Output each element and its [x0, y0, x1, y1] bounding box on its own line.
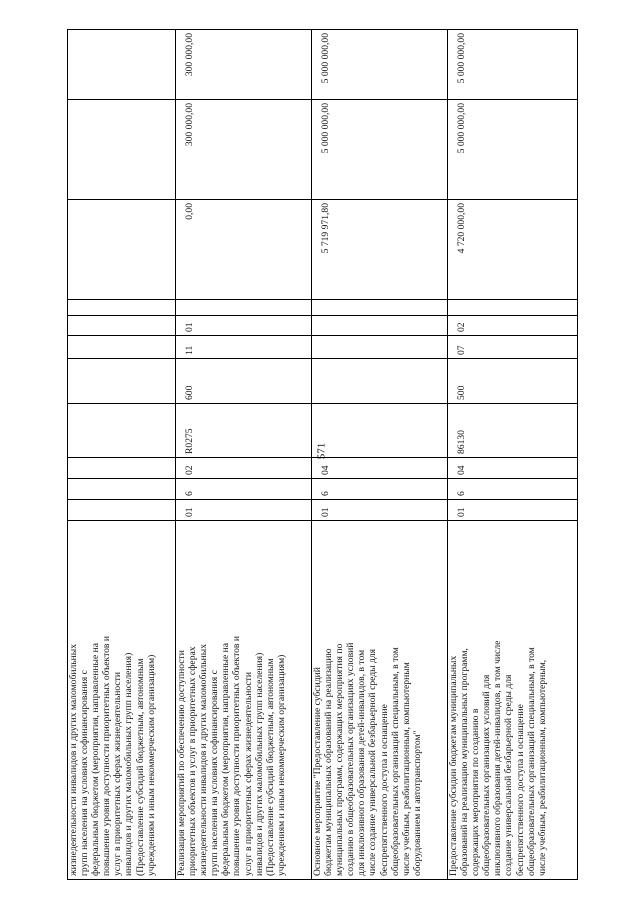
amount-cell — [68, 200, 176, 300]
code-cell — [68, 300, 176, 316]
code-cell — [312, 336, 448, 359]
code-cell — [448, 300, 578, 316]
code-cell: 07 — [448, 336, 578, 359]
table-row — [312, 30, 448, 880]
code-cell — [312, 300, 448, 316]
budget-table — [67, 29, 578, 880]
code-cell: 11 — [176, 336, 312, 359]
table-row — [176, 30, 312, 880]
amount-cell: 5 719 971,80 — [312, 200, 448, 300]
code-cell — [68, 316, 176, 336]
code-cell: 86130 — [448, 404, 578, 458]
row-name: Предоставление субсидии бюджетам муниципальных образований на реализацию муниципальных программ, содержащих мероприятия по созданию в общеобразовательных организациях условий для инклюзивного образования детей-инвалидов, в том числе создание универсальной безбарьерной среды для беспрепятственного доступа и оснащение общеобразовательных организаций специальным, в том числе учебным, реабилитационным, компьютерным, — [448, 521, 578, 880]
code-cell — [312, 316, 448, 336]
amount-cell: 4 720 000,00 — [448, 200, 578, 300]
code-cell: 6 — [176, 479, 312, 500]
code-cell: 04 — [312, 458, 448, 479]
code-cell — [68, 458, 176, 479]
amount-cell: 0,00 — [176, 200, 312, 300]
code-cell: 01 — [176, 316, 312, 336]
amount-cell — [68, 30, 176, 100]
code-cell — [68, 500, 176, 521]
code-cell: 04 — [448, 458, 578, 479]
code-cell: 01 — [312, 500, 448, 521]
amount-cell: 300 000,00 — [176, 100, 312, 200]
code-cell — [312, 404, 448, 458]
code-cell — [68, 359, 176, 404]
row-name: Реализация мероприятий по обеспечению доступности приоритетных объектов и услуг в приоритетных сферах жизнедеятельности инвалидов и других маломобильных групп населения на условиях софинансирования с федеральным бюджетом (мероприятия, направленные на повышение уровня доступности приоритетных объектов и услуг в приоритетных сферах жизнедеятельности инвалидов и других маломобильных групп населения) (Предоставление субсидий бюджетным, автономным учреждениям и иным некоммерческим организациям) — [176, 521, 312, 880]
budget-table-rotated — [67, 30, 577, 880]
row-name: жизнедеятельности инвалидов и других маломобильных групп населения на условиях софинансирования с федеральным бюджетом (мероприятия, направленные на повышение уровня доступности приоритетных объектов и услуг в приоритетных сферах жизнедеятельности инвалидов и других маломобильных групп населения) (Предоставление субсидий бюджетным, автономным учреждениям и иным некоммерческим организациям) — [68, 521, 176, 880]
code-cell: 02 — [448, 316, 578, 336]
amount-cell: 5 000 000,00 — [312, 100, 448, 200]
amount-cell: 5 000 000,00 — [448, 100, 578, 200]
table-row — [68, 30, 176, 880]
table-row — [448, 30, 578, 880]
code-cell — [68, 479, 176, 500]
page-number: 571 — [315, 442, 328, 460]
amount-cell — [68, 100, 176, 200]
amount-cell: 5 000 000,00 — [448, 30, 578, 100]
code-cell: 6 — [448, 479, 578, 500]
code-cell: 01 — [176, 500, 312, 521]
code-cell: 01 — [448, 500, 578, 521]
code-cell: 02 — [176, 458, 312, 479]
code-cell — [312, 359, 448, 404]
code-cell — [176, 300, 312, 316]
amount-cell: 300 000,00 — [176, 30, 312, 100]
code-cell — [68, 336, 176, 359]
code-cell: R0275 — [176, 404, 312, 458]
amount-cell: 5 000 000,00 — [312, 30, 448, 100]
row-name: Основное мероприятие "Предоставление субсидий бюджетам муниципальных образований на реализацию муниципальных программ, содержащих мероприятия по созданию в общеобразовательных организациях условий для инклюзивного образования детей-инвалидов, в том числе создание универсальной безбарьерной среды для беспрепятственного доступа и оснащение общеобразовательных организаций специальным, в том числе учебным, реабилитационным, компьютерным оборудованием и автотранспортом" — [312, 521, 448, 880]
code-cell: 500 — [448, 359, 578, 404]
code-cell — [68, 404, 176, 458]
code-cell: 600 — [176, 359, 312, 404]
code-cell: 6 — [312, 479, 448, 500]
